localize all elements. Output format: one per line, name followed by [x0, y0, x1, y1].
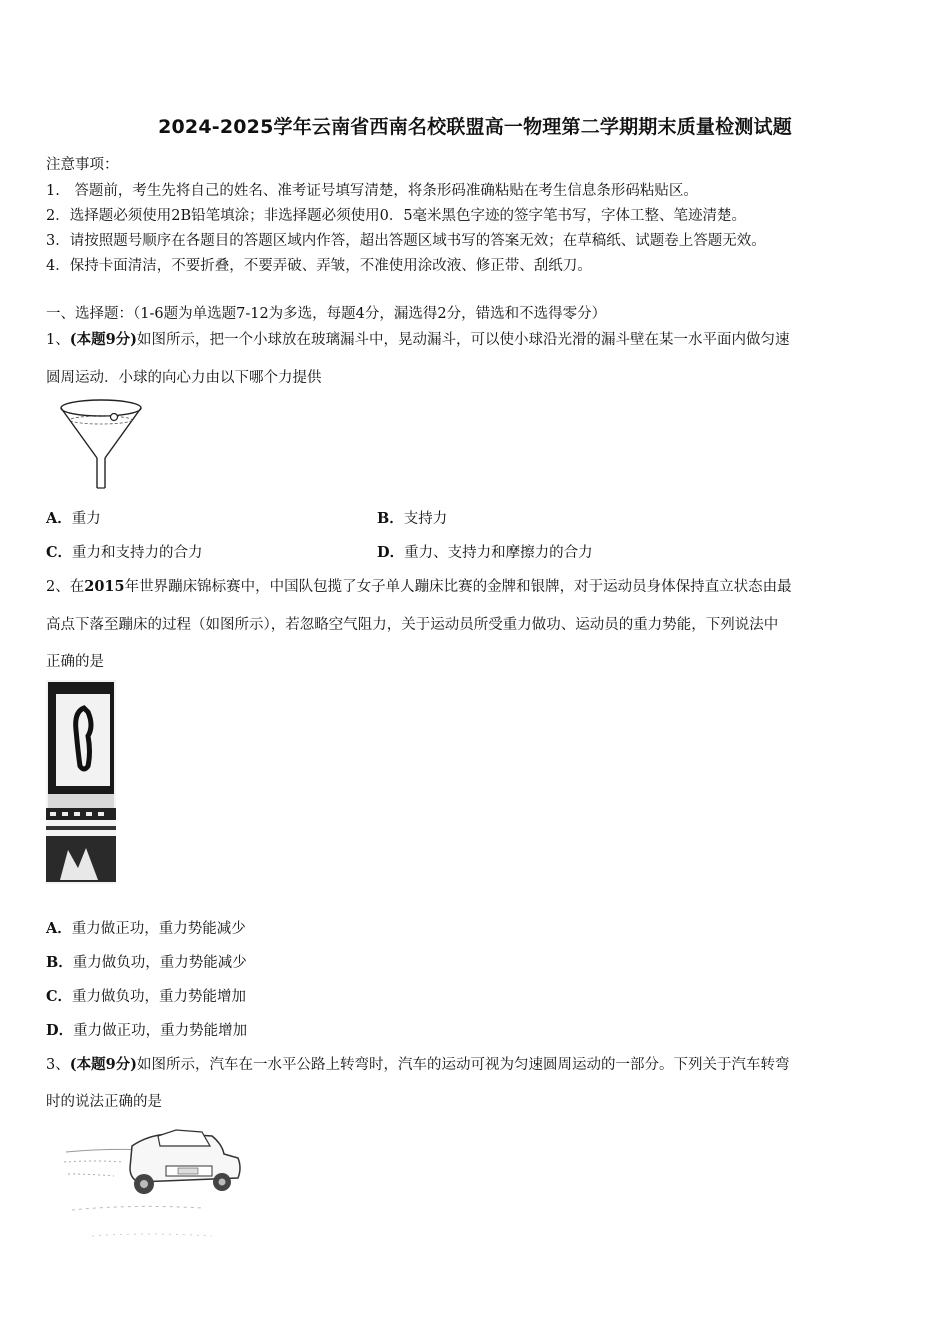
- q2-option-b: B．重力做负功，重力势能减少: [46, 954, 247, 971]
- question-2-line-2: 高点下落至蹦床的过程（如图所示），若忽略空气阻力，关于运动员所受重力做功、运动员的重力势能，下列说法中: [46, 617, 779, 633]
- page-title: 2024-2025学年云南省西南名校联盟高一物理第二学期期末质量检测试题: [158, 116, 792, 138]
- trampoline-figure: [46, 680, 116, 884]
- question-2-line-3: 正确的是: [46, 654, 104, 670]
- car-turning-figure: [62, 1118, 246, 1240]
- question-3-tag: (本题9分): [69, 1056, 138, 1073]
- question-3-line-1: 3、(本题9分)如图所示，汽车在一水平公路上转弯时，汽车的运动可视为匀速圆周运动的一部分。下列关于汽车转弯: [46, 1056, 790, 1073]
- q1-option-c: C．重力和支持力的合力: [46, 544, 203, 561]
- question-1-line-1: [46, 328, 790, 349]
- q1-option-d: D．重力、支持力和摩擦力的合力: [377, 544, 593, 561]
- q1-option-a: A．重力: [46, 510, 101, 527]
- question-3-line-2: 时的说法正确的是: [46, 1094, 162, 1110]
- q1-option-b: B．支持力: [377, 510, 448, 527]
- notice-item-2: 2．选择题必须使用2B铅笔填涂；非选择题必须使用0．5毫米黑色字迹的签字笔书写，字体工整、笔迹清楚。: [46, 208, 747, 224]
- q2-option-c: C．重力做负功，重力势能增加: [46, 988, 247, 1005]
- q2-option-a: A．重力做正功，重力势能减少: [46, 920, 246, 937]
- question-2-year: 2015: [84, 578, 125, 595]
- notice-heading: 注意事项：: [46, 157, 119, 173]
- funnel-figure: [56, 396, 146, 492]
- q2-option-d: D．重力做正功，重力势能增加: [46, 1022, 248, 1039]
- notice-item-3: 3．请按照题号顺序在各题目的答题区域内作答，超出答题区域书写的答案无效；在草稿纸、试题卷上答题无效。: [46, 233, 766, 249]
- question-1-stem: 如图所示，把一个小球放在玻璃漏斗中，晃动漏斗，可以使小球沿光滑的漏斗壁在某一水平面内做匀速: [137, 332, 790, 348]
- question-2-line-1: 2、在2015年世界蹦床锦标赛中，中国队包揽了女子单人蹦床比赛的金牌和银牌，对于运动员身体保持直立状态由最: [46, 578, 792, 595]
- notice-item-1: 1. 答题前，考生先将自己的姓名、准考证号填写清楚，将条形码准确粘贴在考生信息条形码粘贴区。: [46, 183, 698, 199]
- notice-item-4: 4．保持卡面清洁，不要折叠，不要弄破、弄皱，不准使用涂改液、修正带、刮纸刀。: [46, 258, 592, 274]
- section-heading: 一、选择题：（1-6题为单选题7-12为多选，每题4分，漏选得2分，错选和不选得零分）: [46, 306, 607, 322]
- question-1-number: 1、: [46, 332, 70, 348]
- question-1-line-2: 圆周运动．小球的向心力由以下哪个力提供: [46, 370, 322, 386]
- question-1-tag: (本题9分): [69, 331, 138, 348]
